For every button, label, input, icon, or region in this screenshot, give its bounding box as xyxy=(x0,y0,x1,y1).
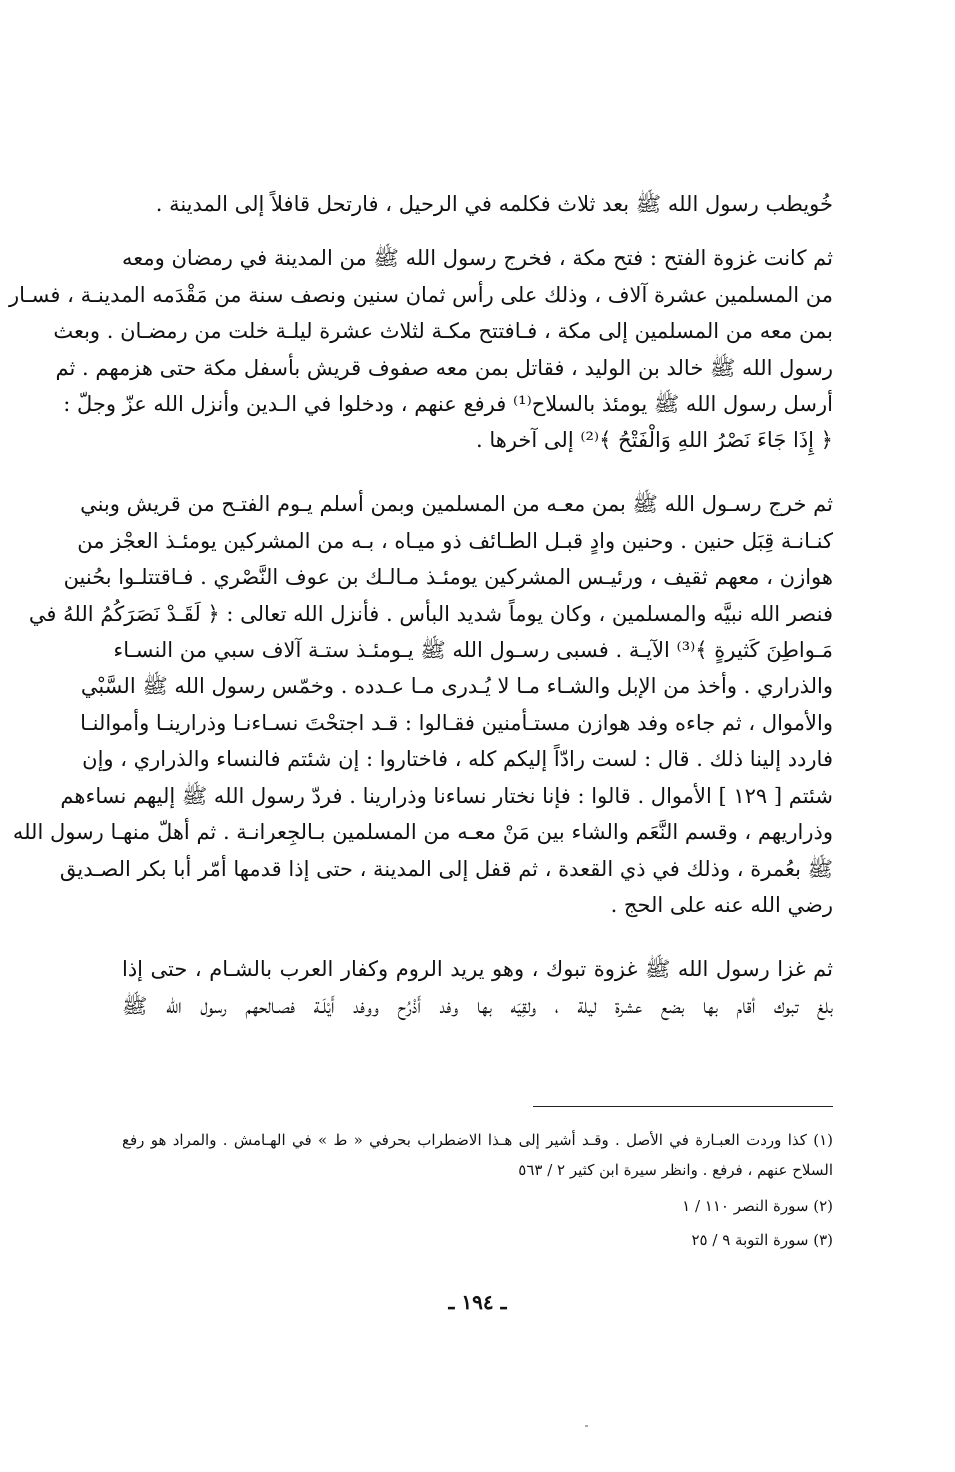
footnote-line: (٢) سورة النصر ١١٠ / ١ xyxy=(682,1197,833,1215)
text-line: كنـانـة قِبَل حنين . وحنين وادٍ قبـل الطـائف ذو ميـاه ، بـه من المشركين يومئـذ العجْز من xyxy=(77,529,833,553)
text-line: هوازن ، معهم ثقيف ، ورئيـس المشركين يومئـذ مـالـك بن عوف النَّصْري . فـاقتتلـوا بحُنين xyxy=(63,565,833,589)
text-line: ثم غزا رسول الله ﷺ غزوة تبوك ، وهو يريد الروم وكفار العرب بالشـام ، حتى إذا xyxy=(122,957,833,981)
text-line: ثم خرج رسـول الله ﷺ بمن معـه من المسلمين وبمن أسلم يـوم الفتـح من قريش وبني xyxy=(80,492,833,516)
footnote-separator xyxy=(533,1106,833,1107)
footnote-line: (١) كذا وردت العبـارة في الأصل . وقـد أشير إلى هـذا الاضطراب بحرفي « ط » في الهـامش . والمراد هو رفع xyxy=(122,1131,833,1149)
text-line: والأموال ، ثم جاءه وفد هوازن مستـأمنين فقـالوا : قـد اجتحْتَ نسـاءنـا وذرارينـا وأموالنـا xyxy=(80,711,833,735)
text-line: شئتم [ ١٢٩ ] الأموال . قالوا : فإنا نختار نساءنا وذرارينا . فردّ رسول الله ﷺ إليهم نساءهم xyxy=(60,784,833,808)
scan-speck xyxy=(585,1425,588,1427)
text-line: مَـواطِنَ كَثيرةٍ ﴾⁽³⁾ الآيـة . فسبى رسـول الله ﷺ يـومئـذ ستـة آلاف سبي من النسـاء xyxy=(113,638,833,662)
text-line: أرسل رسول الله ﷺ يومئذ بالسلاح⁽¹⁾ فرفع عنهم ، ودخلوا في الـدين وأنزل الله عزّ وجلّ : xyxy=(63,392,833,416)
text-line: رسول الله ﷺ خالد بن الوليد ، فقاتل بمن معه صفوف قريش بأسفل مكة حتى هزمهم . ثم xyxy=(55,356,833,380)
footnote-line: السلاح عنهم ، فرفع . وانظر سيرة ابن كثير ٢ / ٥٦٣ xyxy=(518,1161,833,1179)
text-line: بمن معه من المسلمين إلى مكة ، فـافتتح مكـة لثلاث عشرة ليلـة خلت من رمضـان . وبعث xyxy=(53,319,833,343)
text-line: خُويطب رسول الله ﷺ بعد ثلاث فكلمه في الرحيل ، فارتحل قافلاً إلى المدينة . xyxy=(155,192,833,216)
text-line: بلغ تبوك أقام بها بضع عشرة ليلة ، ولقِيَه بها وفد أَذْرُح ووفد أَيْلَـة فصـالحهم رسول الله ﷺ xyxy=(122,994,833,1018)
text-line: وذراريهم ، وقسم النَّعَم والشاء بين مَنْ معـه من المسلمين بـالجِعرانـة . ثم أهلّ منهـا رسول الله xyxy=(12,820,833,844)
text-line: من المسلمين عشرة آلاف ، وذلك على رأس ثمان سنين ونصف سنة من مَقْدَمه المدينـة ، فسـار xyxy=(8,283,833,307)
text-line: فنصر الله نبيَّه والمسلمين ، وكان يوماً شديد البأس . فأنزل الله تعالى : ﴿ لَقَـدْ نَصَرَكُمُ اللهُ في xyxy=(28,602,833,626)
text-line: والذراري . وأخذ من الإبل والشـاء مـا لا يُـدرى مـا عـدده . وخمّس رسول الله ﷺ السَّبْي xyxy=(80,674,833,698)
text-line: رضي الله عنه على الحج . xyxy=(610,893,833,917)
text-line: فاردد إلينا ذلك . قال : لست رادّاً إليكم كله ، فاختاروا : إن شئتم فالنساء والذراري ، وإن xyxy=(82,747,833,771)
text-line: ثم كانت غزوة الفتح : فتح مكة ، فخرج رسول الله ﷺ من المدينة في رمضان ومعه xyxy=(122,246,833,270)
text-line: ﷺ بعُمرة ، وذلك في ذي القعدة ، ثم قفل إلى المدينة ، حتى إذا قدمها أمّر أبا بكر الصـديق xyxy=(59,857,833,881)
page-number: ـ ١٩٤ ـ xyxy=(448,1290,507,1314)
text-line: ﴿ إِذَا جَاءَ نَصْرُ اللهِ وَالْفَتْحُ ﴾⁽²⁾ إلى آخرها . xyxy=(476,428,833,452)
footnote-line: (٣) سورة التوبة ٩ / ٢٥ xyxy=(691,1231,833,1249)
